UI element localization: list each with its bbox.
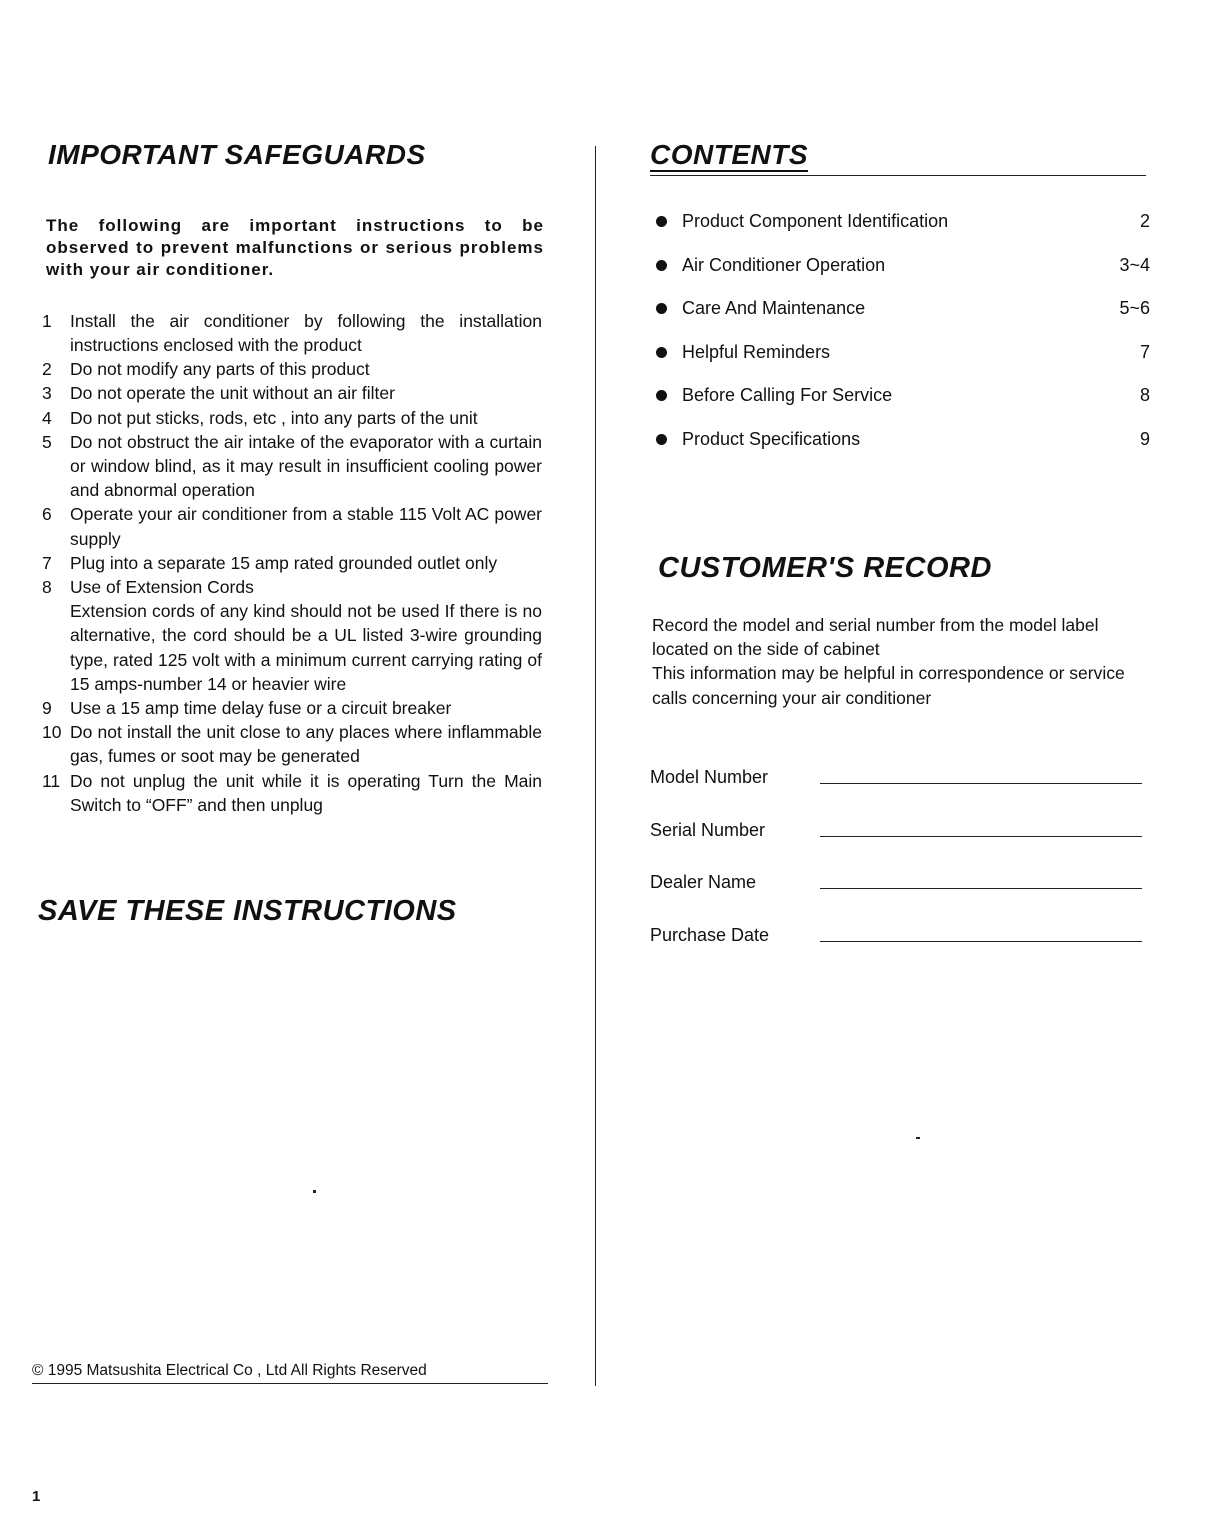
safeguard-item-3: 3 Do not operate the unit without an air filter xyxy=(42,383,395,404)
safeguard-item-8: 8 Use of Extension Cords xyxy=(42,577,254,598)
blank-line xyxy=(820,822,1142,837)
copyright-footer: © 1995 Matsushita Electrical Co , Ltd All Rights Reserved xyxy=(32,1362,548,1384)
bullet-icon xyxy=(656,216,667,227)
contents-column xyxy=(650,140,1150,946)
bullet-icon xyxy=(656,303,667,314)
blank-line xyxy=(820,874,1142,889)
column-divider xyxy=(595,146,596,1386)
safeguards-list xyxy=(42,309,542,817)
page-number: 1 xyxy=(32,1488,41,1505)
safeguard-item-8-detail: Extension cords of any kind should not be used If there is no alternative, the cord should be a UL listed 3-wire grounding type, rated 125 volt with a minimum current carrying rating of 15 amps-number 14 or heavier wire xyxy=(70,601,542,694)
bullet-icon xyxy=(656,434,667,445)
contents-item: Air Conditioner Operation 3~4 xyxy=(650,243,1150,287)
record-note: This information may be helpful in correspondence or service calls concerning your air conditioner xyxy=(652,663,1125,708)
bullet-icon xyxy=(656,260,667,271)
safeguard-item-6: 6 Operate your air conditioner from a stable 115 Volt AC power supply xyxy=(42,504,542,549)
scan-speck xyxy=(313,1190,316,1193)
purchase-date-field: Purchase Date xyxy=(650,893,1150,946)
contents-item: Before Calling For Service 8 xyxy=(650,374,1150,418)
blank-line xyxy=(820,769,1142,784)
scan-speck xyxy=(916,1137,920,1139)
contents-title: CONTENTS xyxy=(650,139,808,170)
safeguard-item-4: 4 Do not put sticks, rods, etc , into any parts of the unit xyxy=(42,407,478,428)
blank-line xyxy=(820,927,1142,942)
record-instruction: Record the model and serial number from the model label located on the side of cabinet xyxy=(652,614,1099,659)
model-number-field: Model Number xyxy=(650,736,1150,789)
safeguards-title: IMPORTANT SAFEGUARDS xyxy=(48,139,426,170)
serial-number-field: Serial Number xyxy=(650,788,1150,841)
bullet-icon xyxy=(656,390,667,401)
contents-item: Care And Maintenance 5~6 xyxy=(650,287,1150,331)
bullet-icon xyxy=(656,347,667,358)
customer-record-fields xyxy=(650,736,1150,946)
safeguard-item-9: 9 Use a 15 amp time delay fuse or a circuit breaker xyxy=(42,698,452,719)
safeguard-item-2: 2 Do not modify any parts of this product xyxy=(42,359,370,380)
dealer-name-field: Dealer Name xyxy=(650,841,1150,894)
save-instructions-heading: SAVE THESE INSTRUCTIONS xyxy=(38,895,457,927)
customer-record-text xyxy=(652,613,1148,710)
safeguard-item-10: 10 Do not install the unit close to any places where inflammable gas, fumes or soot may be generated xyxy=(42,722,542,767)
contents-item: Helpful Reminders 7 xyxy=(650,330,1150,374)
contents-item: Product Component Identification 2 xyxy=(650,200,1150,244)
contents-item: Product Specifications 9 xyxy=(650,417,1150,461)
contents-rule xyxy=(650,175,1146,176)
safeguard-item-7: 7 Plug into a separate 15 amp rated grounded outlet only xyxy=(42,552,498,573)
contents-header xyxy=(650,140,1150,176)
safeguards-intro: The following are important instructions to be observed to prevent malfunctions or serious problems with your air conditioner. xyxy=(46,215,544,279)
customer-record-title: CUSTOMER'S RECORD xyxy=(658,551,992,584)
safeguard-item-1: 1 Install the air conditioner by following the installation instructions enclosed with the product xyxy=(42,310,542,355)
safeguard-item-5: 5 Do not obstruct the air intake of the evaporator with a curtain or window blind, as it may result in insufficient cooling power and abnormal operation xyxy=(42,431,542,501)
contents-list xyxy=(650,200,1150,461)
safeguard-item-11: 11 Do not unplug the unit while it is operating Turn the Main Switch to “OFF” and then unplug xyxy=(42,770,542,815)
safeguards-column xyxy=(42,140,542,817)
